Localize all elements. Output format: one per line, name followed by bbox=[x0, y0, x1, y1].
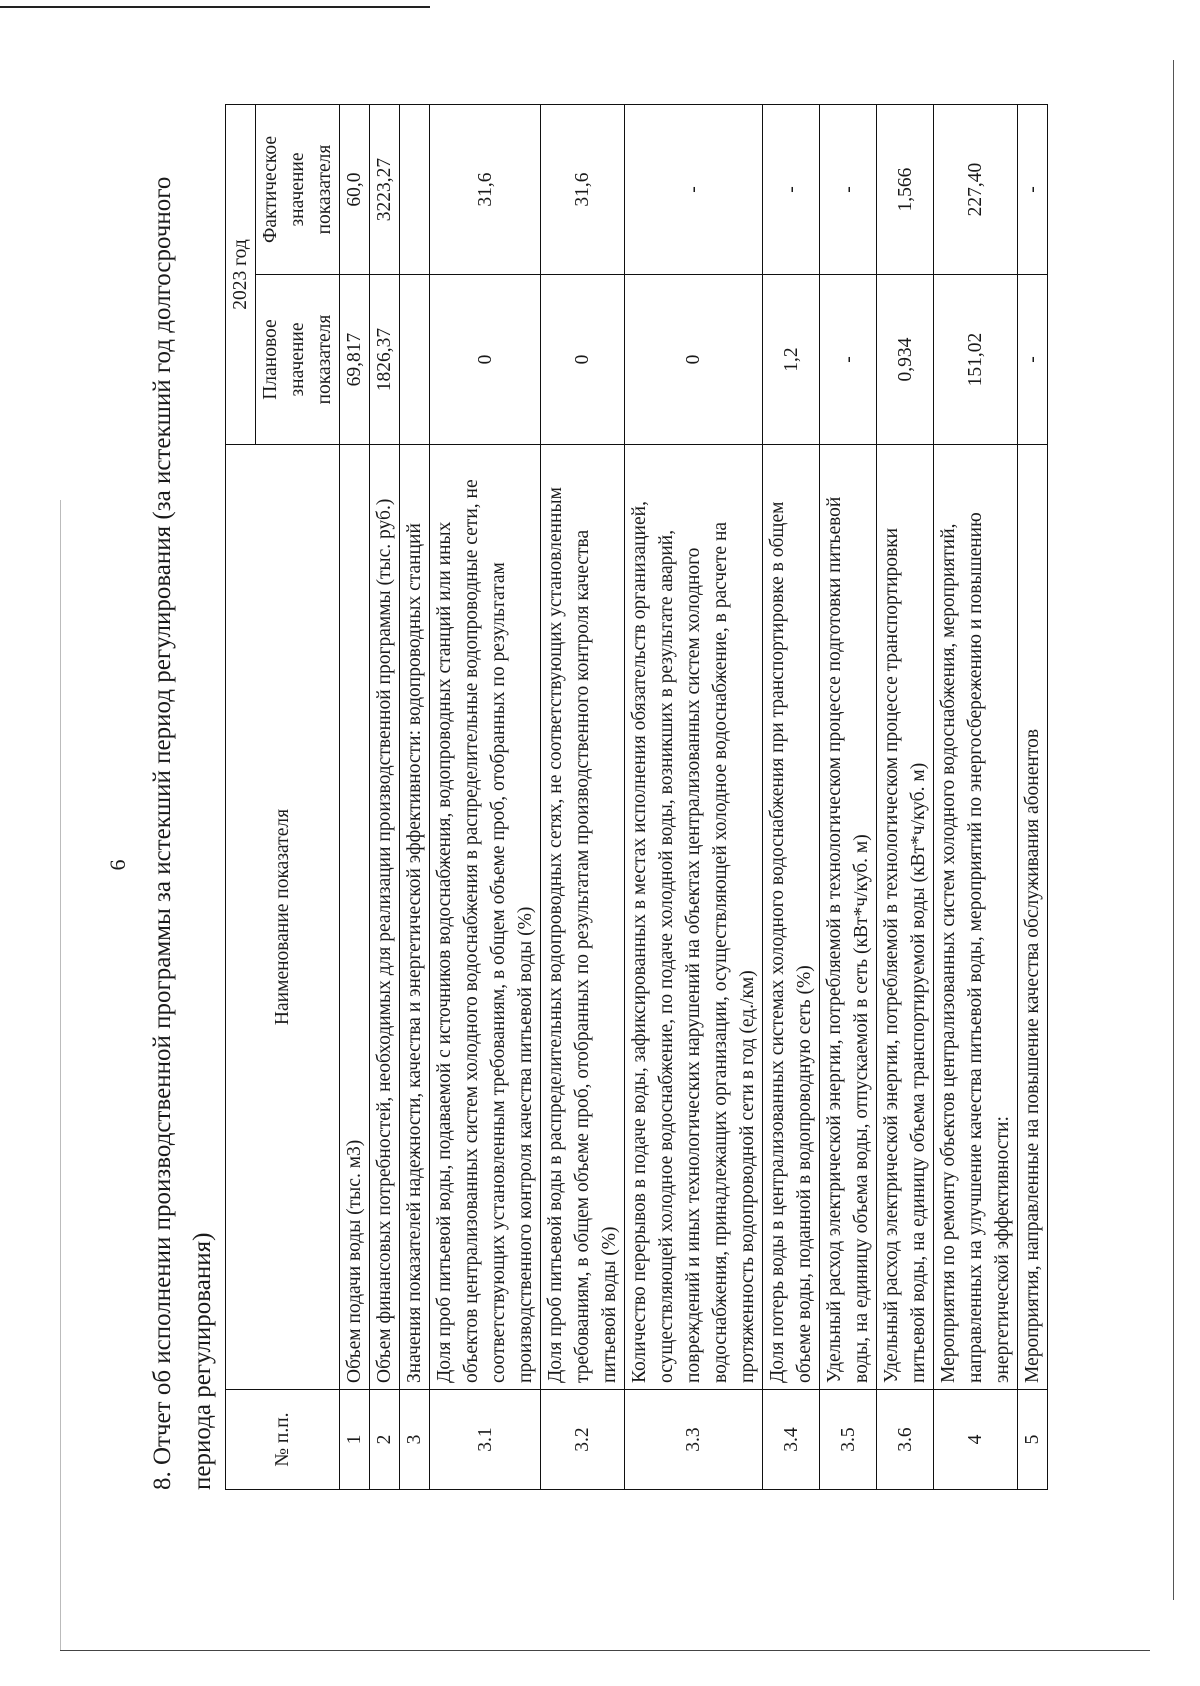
report-title: 8. Отчет об исполнении производственной программы за истекший период регулирования (за истекший год долгосрочного периода регулирования) bbox=[149, 176, 216, 1490]
row-actual: - bbox=[763, 105, 820, 275]
row-number: 2 bbox=[370, 1390, 400, 1490]
table-row bbox=[430, 105, 541, 1490]
row-planned: 1,2 bbox=[763, 275, 820, 445]
row-name: Объем подачи воды (тыс. м3) bbox=[340, 445, 370, 1390]
row-actual: 1,566 bbox=[877, 105, 934, 275]
table-row bbox=[934, 105, 1018, 1490]
row-actual: - bbox=[625, 105, 763, 275]
table-row bbox=[400, 105, 430, 1490]
scan-edge-left bbox=[60, 500, 61, 1650]
row-planned bbox=[400, 275, 430, 445]
header-row-top bbox=[226, 105, 256, 1490]
row-actual: - bbox=[820, 105, 877, 275]
row-name: Удельный расход электрической энергии, потребляемой в технологическом процессе транспортировки питьевой воды, на единицу объема транспортируемой воды (кВт*ч/куб. м) bbox=[877, 445, 934, 1390]
row-name: Удельный расход электрической энергии, потребляемой в технологическом процессе подготовки питьевой воды, на единицу объема воды, отпускаемой в сеть (кВт*ч/куб. м) bbox=[820, 445, 877, 1390]
table-row bbox=[763, 105, 820, 1490]
table-row bbox=[625, 105, 763, 1490]
row-actual: - bbox=[1018, 105, 1048, 275]
row-actual: 3223,27 bbox=[370, 105, 400, 275]
row-number: 1 bbox=[340, 1390, 370, 1490]
row-number: 5 bbox=[1018, 1390, 1048, 1490]
row-planned: 0 bbox=[430, 275, 541, 445]
table-row bbox=[340, 105, 370, 1490]
row-name: Значения показателей надежности, качества и энергетической эффективности: водопроводных станций bbox=[400, 445, 430, 1390]
header-actual: Фактическое значение показателя bbox=[256, 105, 340, 275]
row-planned: - bbox=[820, 275, 877, 445]
row-planned: 0 bbox=[541, 275, 625, 445]
row-planned: 0,934 bbox=[877, 275, 934, 445]
table-row bbox=[1018, 105, 1048, 1490]
row-number: 4 bbox=[934, 1390, 1018, 1490]
row-number: 3.6 bbox=[877, 1390, 934, 1490]
row-actual: 31,6 bbox=[430, 105, 541, 275]
report-table bbox=[225, 104, 1048, 1490]
row-planned: 69,817 bbox=[340, 275, 370, 445]
header-number: № п.п. bbox=[226, 1390, 340, 1490]
table-row bbox=[370, 105, 400, 1490]
header-year: 2023 год bbox=[226, 105, 256, 445]
row-actual: 227,40 bbox=[934, 105, 1018, 275]
header-name: Наименование показателя bbox=[226, 445, 340, 1390]
rotated-page-content bbox=[75, 75, 1085, 1655]
row-actual: 31,6 bbox=[541, 105, 625, 275]
row-planned: - bbox=[1018, 275, 1048, 445]
row-name: Мероприятия по ремонту объектов централизованных систем холодного водоснабжения, мероприятий, направленных на улучшение качества питьевой воды, мероприятий по энергосбережению и повышению энергетической эффективности: bbox=[934, 445, 1018, 1390]
row-planned: 0 bbox=[625, 275, 763, 445]
scan-edge-top bbox=[0, 6, 430, 8]
table-row bbox=[820, 105, 877, 1490]
row-name: Доля потерь воды в централизованных системах холодного водоснабжения при транспортировке в общем объеме воды, поданной в водопроводную сеть (%) bbox=[763, 445, 820, 1390]
row-name: Количество перерывов в подаче воды, зафиксированных в местах исполнения обязательств организацией, осуществляющей холодное водоснабжение, по подаче холодной воды, возникших в результате аварий, повреждений и иных технологических нарушений на объектах централизованных систем холодного водоснабжения, принадлежащих организации, осуществляющей холодное водоснабжение, в расчете на протяженность водопроводной сети в год (ед./км) bbox=[625, 445, 763, 1390]
row-number: 3.1 bbox=[430, 1390, 541, 1490]
row-number: 3.3 bbox=[625, 1390, 763, 1490]
scan-edge-right bbox=[1173, 60, 1174, 1600]
row-name: Доля проб питьевой воды, подаваемой с источников водоснабжения, водопроводных станций или иных объектов централизованных систем холодного водоснабжения в распределительные водопроводные сети, не соответствующих установленным требованиям, в общем объеме проб, отобранных по результатам производственного контроля качества питьевой воды (%) bbox=[430, 445, 541, 1390]
table-row bbox=[877, 105, 934, 1490]
row-number: 3 bbox=[400, 1390, 430, 1490]
page-number: 6 bbox=[105, 859, 130, 871]
row-number: 3.4 bbox=[763, 1390, 820, 1490]
row-number: 3.2 bbox=[541, 1390, 625, 1490]
row-actual: 60,0 bbox=[340, 105, 370, 275]
row-name: Объем финансовых потребностей, необходимых для реализации производственной программы (тыс. руб.) bbox=[370, 445, 400, 1390]
row-name: Доля проб питьевой воды в распределительных водопроводных сетях, не соответствующих установленным требованиям, в общем объеме проб, отобранных по результатам производственного контроля качества питьевой воды (%) bbox=[541, 445, 625, 1390]
row-planned: 151,02 bbox=[934, 275, 1018, 445]
row-actual bbox=[400, 105, 430, 275]
row-planned: 1826,37 bbox=[370, 275, 400, 445]
header-planned: Плановое значение показателя bbox=[256, 275, 340, 445]
row-number: 3.5 bbox=[820, 1390, 877, 1490]
table-row bbox=[541, 105, 625, 1490]
row-name: Мероприятия, направленные на повышение качества обслуживания абонентов bbox=[1018, 445, 1048, 1390]
